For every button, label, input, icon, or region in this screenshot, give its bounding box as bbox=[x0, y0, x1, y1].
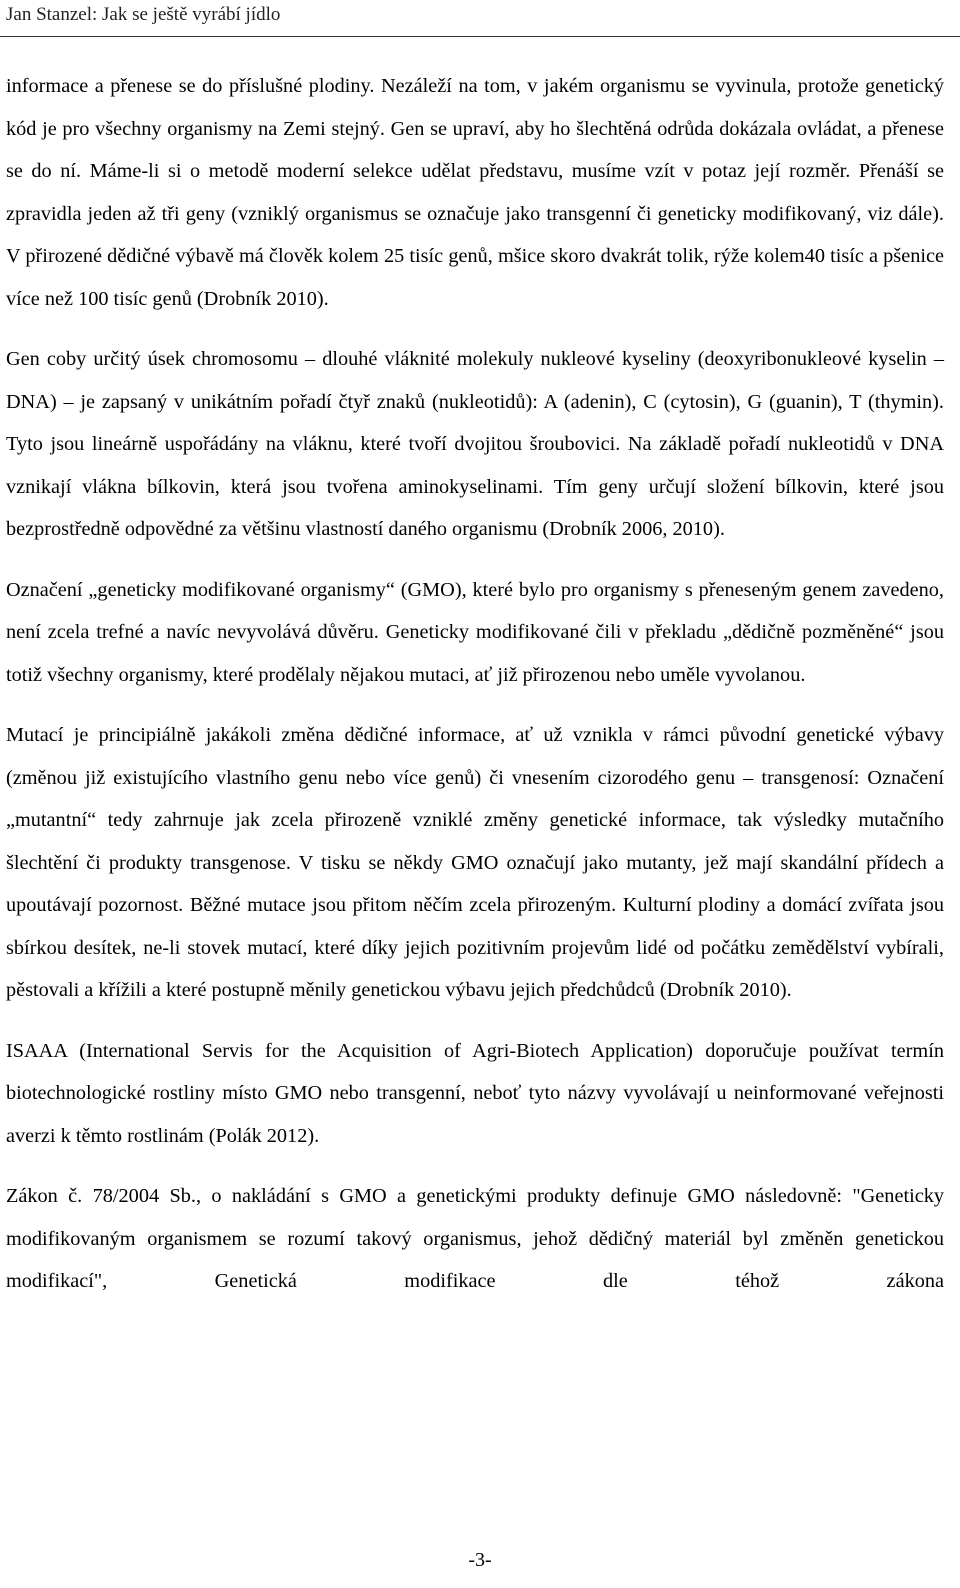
paragraph-last-line: kolem40 tisíc a pšenice více než 100 tisíc genů (Drobník 2010). bbox=[6, 245, 944, 310]
paragraph bbox=[6, 569, 944, 697]
paragraph-text: ISAAA (International Servis for the Acquisition of Agri-Biotech Application) doporučuje používat termín biotechnologické rostliny místo GMO nebo transgenní, neboť tyto názvy bbox=[6, 1039, 944, 1104]
paragraph-last-line: bezprostředně odpovědné za většinu vlastností daného organismu (Drobník 2006, 2010). bbox=[6, 518, 725, 540]
paragraph-text: Mutací je principiálně jakákoli změna dědičné informace, ať už vznikla v rámci původní genetické výbavy (změnou již existujícího vlastního genu nebo více genů) či vnesením cizorodého genu – transgenosí: Označení „mutantní“ tedy zahrnuje jak zcela přirozeně vzniklé změny genetické informace, tak výsledky mutačního šlechtění či produkty transgenose. V tisku se někdy GMO označují jako mutanty, jež mají skandální přídech a upoutávají pozornost. Běžné mutace jsou přitom něčím zcela přirozeným. Kulturní plodiny a domácí zvířata jsou sbírkou desítek, ne-li stovek mutací, které díky jejich pozitivním projevům lidé od počátku zemědělství vybírali, pěstovali a křížili a které postupně měnily bbox=[6, 724, 944, 1001]
paragraph bbox=[6, 1030, 944, 1158]
running-header: Jan Stanzel: Jak se ještě vyrábí jídlo bbox=[6, 4, 281, 25]
paragraph bbox=[6, 65, 944, 320]
paragraph-last-line: vyvolávají u neinformované veřejnosti averzi k těmto rostlinám (Polák 2012). bbox=[6, 1082, 944, 1147]
body-text bbox=[6, 65, 944, 1321]
paragraph-text: Zákon č. 78/2004 Sb., o nakládání s GMO a genetickými produkty definuje GMO následovně: "Geneticky modifikovaným organismem se rozumí takový organismus, jehož dědičný materiál byl změněn genetickou modifikací", Genetická modifikace dle téhož zákona bbox=[6, 1185, 944, 1292]
header-rule bbox=[0, 36, 960, 37]
paragraph bbox=[6, 714, 944, 1012]
page-number: -3- bbox=[468, 1549, 492, 1571]
paragraph-text: Gen coby určitý úsek chromosomu – dlouhé vláknité molekuly nukleové kyseliny (deoxyribonukleové kyselin – DNA) – je zapsaný v unikátním pořadí čtyř znaků (nukleotidů): A (adenin), C (cytosin), G (guanin), T (thymin). Tyto jsou lineárně uspořádány na vláknu, které tvoří dvojitou šroubovici. Na základě pořadí nukleotidů v DNA vznikají vlákna bílkovin, která jsou tvořena aminokyselinami. Tím geny určují složení bílkovin, které jsou bbox=[6, 348, 944, 498]
paragraph-text: Označení „geneticky modifikované organismy“ (GMO), které bylo pro organismy s přeneseným genem zavedeno, není zcela trefné a navíc nevyvolává důvěru. Geneticky modifikované čili v překladu „dědičně pozměněné“ jsou totiž všechny organismy, které bbox=[6, 578, 944, 686]
paragraph-text: informace a přenese se do příslušné plodiny. Nezáleží na tom, v jakém organismu se vyvinula, protože genetický kód je pro všechny organismy na Zemi stejný. Gen se upraví, aby ho šlechtěná odrůda dokázala ovládat, a přenese se do ní. Máme-li si o metodě moderní selekce udělat představu, musíme vzít v potaz její rozměr. Přenáší se zpravidla jeden až tři geny (vzniklý organismus se označuje jako transgenní či geneticky modifikovaný, viz dále). V přirozené dědičné výbavě má člověk kolem 25 tisíc genů, mšice skoro dvakrát tolik, rýže bbox=[6, 75, 944, 267]
paragraph-last-line: genetickou výbavu jejich předchůdců (Drobník 2010). bbox=[351, 979, 792, 1001]
paragraph bbox=[6, 338, 944, 551]
paragraph-last-line: prodělaly nějakou mutaci, ať již přirozenou nebo uměle vyvolanou. bbox=[258, 663, 806, 686]
paragraph bbox=[6, 1175, 944, 1303]
